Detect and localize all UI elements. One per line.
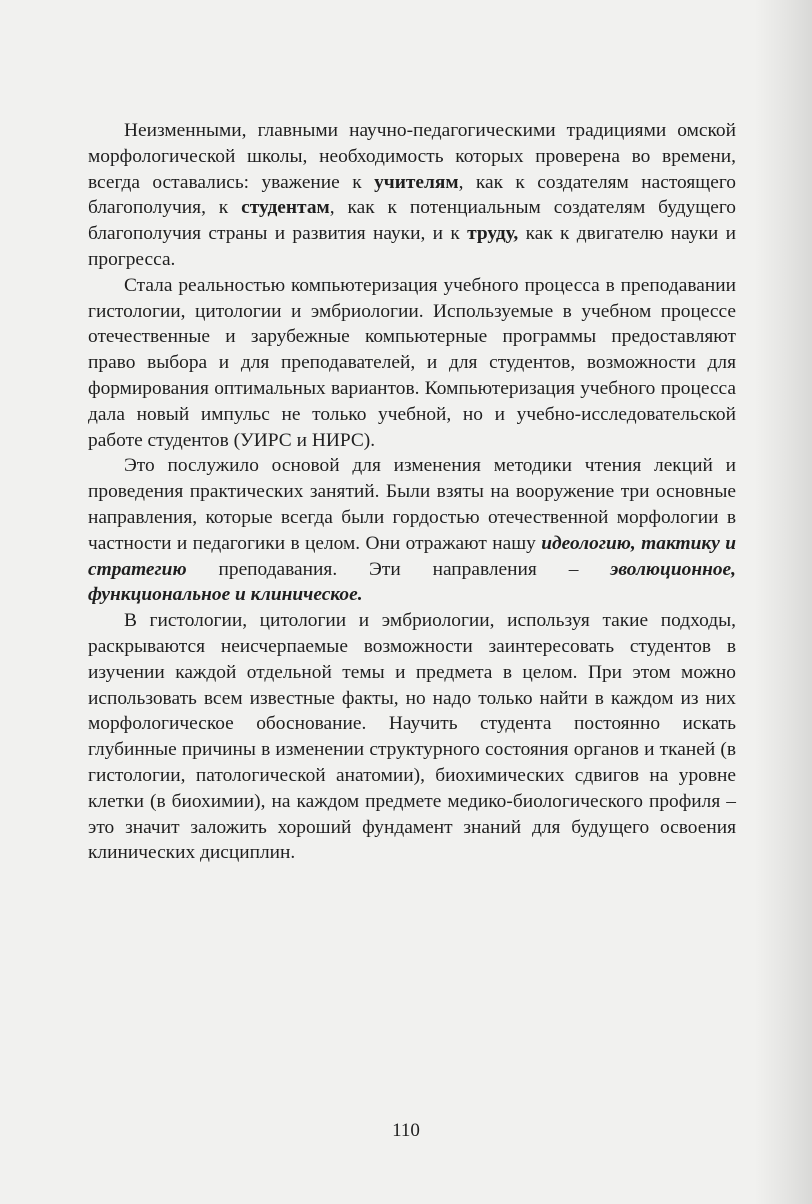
paragraph (88, 608, 736, 866)
text-run: преподавания. Эти направления – (186, 558, 611, 580)
text-run: , как к потенциальным создателям будущего благополучия страны и развития науки, и к (88, 197, 736, 245)
text-run: Неизменными, главными научно-педагогическими традициями омской морфологической школы, необходимость которых проверена во времени, всегда оставались: уважение к (88, 120, 736, 193)
text-run: , как к создателям настоящего благополучия, к (88, 171, 736, 219)
emphasis-students: студентам (241, 197, 330, 219)
emphasis-directions: эволюционное, функциональное и клиническое. (88, 558, 736, 606)
body-text (88, 118, 736, 866)
text-run: как к двигателю науки и прогресса. (88, 223, 736, 270)
paragraph (88, 118, 736, 273)
text-run: Это послужило основой для изменения методики чтения лекций и проведения практических занятий. Были взяты на вооружение три основные направления, которые всегда были гордостью отечественной морфологии в частности и педагогики в целом. Они отражают нашу (88, 455, 736, 554)
page-number: 110 (392, 1120, 420, 1141)
page-edge-shadow (754, 0, 812, 1204)
text-run: В гистологии, цитологии и эмбриологии, используя такие подходы, раскрываются неисчерпаемые возможности заинтересовать студентов в изучении каждой отдельной темы и предмета в целом. При этом можно использовать всем известные факты, но надо только найти в каждом из них морфологическое обоснование. Научить студента постоянно искать глубинные причины в изменении структурного состояния органов и тканей (в гистологии, патологической анатомии), биохимических сдвигов на уровне клетки (в биохимии), на каждом предмете медико-биологического профиля – это значит заложить хороший фундамент знаний для будущего освоения клинических дисциплин. (88, 610, 736, 864)
emphasis-teachers: учителям (374, 171, 459, 193)
emphasis-ideology: идеологию, тактику и стратегию (88, 532, 736, 580)
paragraph (88, 453, 736, 608)
paragraph (88, 273, 736, 454)
text-run: Стала реальностью компьютеризация учебного процесса в преподавании гистологии, цитологии и эмбриологии. Используемые в учебном процессе отечественные и зарубежные компьютерные программы предоставляют право выбора и для преподавателей, и для студентов, возможности для формирования оптимальных вариантов. Компьютеризация учебного процесса дала новый импульс не только учебной, но и учебно-исследовательской работе студентов (УИРС и НИРС). (88, 274, 736, 451)
emphasis-labor: труду, (467, 223, 519, 245)
